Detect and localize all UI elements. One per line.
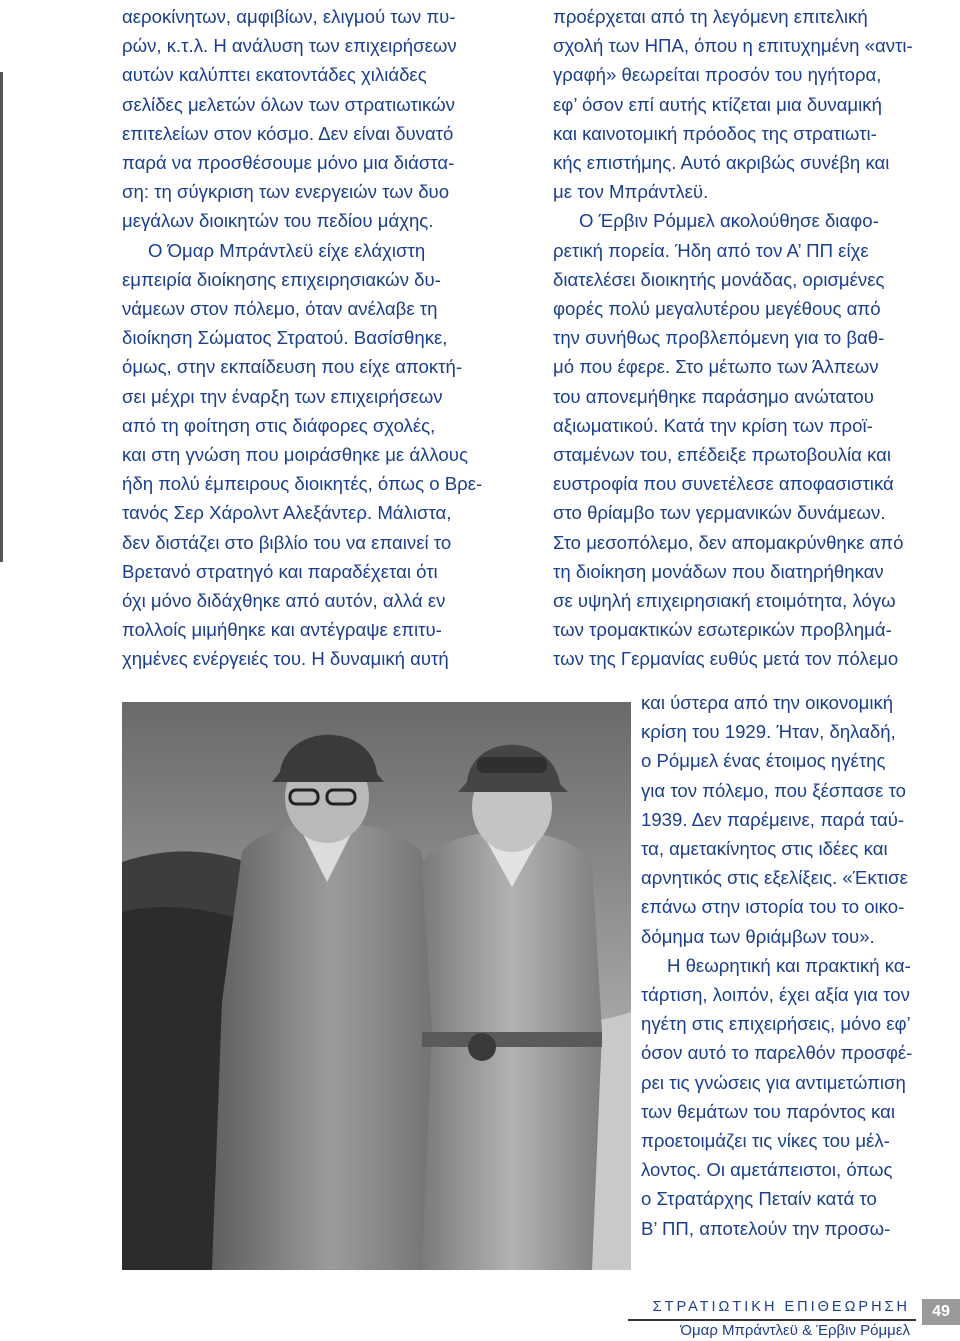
text-line: με τον Μπράντλεϋ. (553, 181, 709, 203)
text-line: εμπειρία διοίκησης επιχειρησιακών δυ- (122, 268, 441, 290)
paragraph-p4b (641, 688, 957, 951)
text-line: φορές πολύ μεγαλυτέρου μεγέθους από (553, 298, 881, 320)
text-line: Στο μεσοπόλεμο, δεν απομακρύνθηκε από (553, 531, 904, 553)
text-line: των θεμάτων του παρόντος και (641, 1100, 896, 1122)
text-line: όμως, στην εκπαίδευση που είχε αποκτή- (122, 356, 463, 378)
text-line: Β’ ΠΠ, αποτελούν την προσω- (641, 1217, 891, 1239)
text-line: μό που έφερε. Στο μέτωπο των Άλπεων (553, 356, 879, 378)
text-line: ευστροφία που συνετέλεσε αποφασιστικά (553, 473, 894, 495)
text-line: αρνητικός στις εξελίξεις. «Έκτισε (641, 867, 908, 889)
text-line: σε υψηλή επιχειρησιακή ετοιμότητα, λόγω (553, 590, 896, 612)
page-edge-tab (0, 72, 3, 562)
text-line: πολλοίς μιμήθηκε και αντέγραψε επιτυ- (122, 619, 442, 641)
text-line: και καινοτομική πρόοδος της στρατιωτι- (553, 122, 877, 144)
text-line: σελίδες μελετών όλων των στρατιωτικών (122, 93, 455, 115)
article-running-title: Όμαρ Μπράντλεϋ & Έρβιν Ρόμμελ (680, 1322, 910, 1339)
text-line: των της Γερμανίας ευθύς μετά τον πόλεμο (553, 648, 899, 670)
text-line: σχολή των ΗΠΑ, όπου η επιτυχημένη «αντι- (553, 35, 913, 57)
text-line: στο θρίαμβο των γερμανικών δυνάμεων. (553, 502, 886, 524)
text-line: την συνήθως προβλεπόμενη για το βαθ- (553, 327, 885, 349)
text-line: ηγέτη στις επιχειρήσεις, μόνο εφ’ (641, 1013, 911, 1035)
page-number: 49 (922, 1299, 960, 1325)
text-line: και ύστερα από την οικονομική (641, 692, 894, 713)
footer-divider (628, 1319, 916, 1321)
text-line: του απονεμήθηκε παράσημο ανώτατου (553, 385, 874, 407)
text-line: Βρετανό στρατηγό και παραδέχεται ότι (122, 560, 438, 582)
text-line: παρά να προσθέσουμε μόνο μια διάστα- (122, 152, 455, 174)
paragraph-p5 (641, 951, 957, 1243)
text-line: προέρχεται από τη λεγόμενη επιτελική (553, 6, 868, 27)
left-column (122, 2, 528, 674)
text-line: ήδη πολύ έμπειρους διοικητές, όπως ο Βρε- (122, 473, 483, 495)
photo-two-officers-in-trench-coats (122, 702, 631, 1270)
text-line: ο Στρατάρχης Πεταίν κατά το (641, 1188, 877, 1210)
text-line: ρών, κ.τ.λ. Η ανάλυση των επιχειρήσεων (122, 35, 457, 57)
text-line: σταμένων του, επέδειξε πρωτοβουλία και (553, 444, 892, 466)
text-line: επιτελείων στον κόσμο. Δεν είναι δυνατό (122, 122, 454, 144)
text-line: τη διοίκηση μονάδων που διατηρήθηκαν (553, 560, 884, 582)
text-line: τάρτιση, λοιπόν, έχει αξία για τον (641, 984, 910, 1006)
text-line: λοντος. Οι αμετάπειστοι, όπως (641, 1159, 893, 1181)
text-line: Ο Έρβιν Ρόμμελ ακολούθησε διαφο- (579, 210, 879, 232)
text-line: χημένες ενέργειές του. Η δυναμική αυτή (122, 648, 449, 670)
paragraph-p4 (553, 206, 958, 673)
text-line: διοίκηση Σώματος Στρατού. Βασίσθηκε, (122, 327, 448, 349)
text-line: τα, αμετακίνητος στις ιδέες και (641, 838, 888, 860)
text-line: κής επιστήμης. Αυτό ακριβώς συνέβη και (553, 152, 890, 174)
text-line: ρει τις γνώσεις για αντιμετώπιση (641, 1071, 906, 1093)
text-line: δεν διστάζει στο βιβλίο του να επαινεί το (122, 531, 452, 553)
text-line: 1939. Δεν παρέμεινε, παρά ταύ- (641, 808, 905, 830)
text-line: για τον πόλεμο, που ξέσπασε το (641, 779, 907, 801)
text-line: επάνω στην ιστορία του το οικο- (641, 896, 905, 918)
text-line: τανός Σερ Χάρολντ Αλεξάντερ. Μάλιστα, (122, 502, 452, 524)
text-line: Η θεωρητική και πρακτική κα- (667, 954, 911, 976)
text-line: και στη γνώση που μοιράσθηκε με άλλους (122, 444, 468, 466)
magazine-title: ΣΤΡΑΤΙΩΤΙΚΗ ΕΠΙΘΕΩΡΗΣΗ (652, 1299, 910, 1315)
text-line: νάμεων στον πόλεμο, όταν ανέλαβε τη (122, 298, 438, 320)
text-line: όσον αυτό το παρελθόν προσφέ- (641, 1042, 913, 1064)
paragraph-p3 (553, 2, 958, 206)
text-line: όχι μόνο διδάχθηκε από αυτόν, αλλά εν (122, 590, 446, 612)
text-line: ο Ρόμμελ ένας έτοιμος ηγέτης (641, 750, 886, 772)
text-line: ση: τη σύγκριση των ενεργειών των δυο (122, 181, 450, 203)
text-line: γραφή» θεωρείται προσόν του ηγήτορα, (553, 64, 882, 86)
text-line: αξιωματικού. Κατά την κρίση των προϊ- (553, 414, 873, 436)
text-line: κρίση του 1929. Ήταν, δηλαδή, (641, 721, 896, 743)
right-column-wrap (641, 688, 957, 1243)
text-line: Ο Όμαρ Μπράντλεϋ είχε ελάχιστη (148, 239, 426, 261)
paragraph-p2 (122, 236, 528, 674)
text-line: αυτών καλύπτει εκατοντάδες χιλιάδες (122, 64, 427, 86)
text-line: από τη φοίτηση στις διάφορες σχολές, (122, 414, 436, 436)
text-line: ρετική πορεία. Ήδη από τον Α’ ΠΠ είχε (553, 239, 869, 261)
text-line: διατελέσει διοικητής μονάδας, ορισμένες (553, 268, 885, 290)
text-line: σει μέχρι την έναρξη των επιχειρήσεων (122, 385, 443, 407)
text-line: δόμημα των θριάμβων του». (641, 925, 875, 947)
text-line: προετοιμάζει τις νίκες του μέλ- (641, 1130, 890, 1152)
text-line: εφ’ όσον επί αυτής κτίζεται μια δυναμική (553, 93, 882, 115)
text-line: των τρομακτικών εσωτερικών προβλημά- (553, 619, 892, 641)
text-line: αεροκίνητων, αμφιβίων, ελιγμού των πυ- (122, 6, 456, 27)
photo-illustration (122, 702, 631, 1270)
text-line: μεγάλων διοικητών του πεδίου μάχης. (122, 210, 434, 232)
right-column-top (553, 2, 958, 674)
paragraph-p1 (122, 2, 528, 236)
